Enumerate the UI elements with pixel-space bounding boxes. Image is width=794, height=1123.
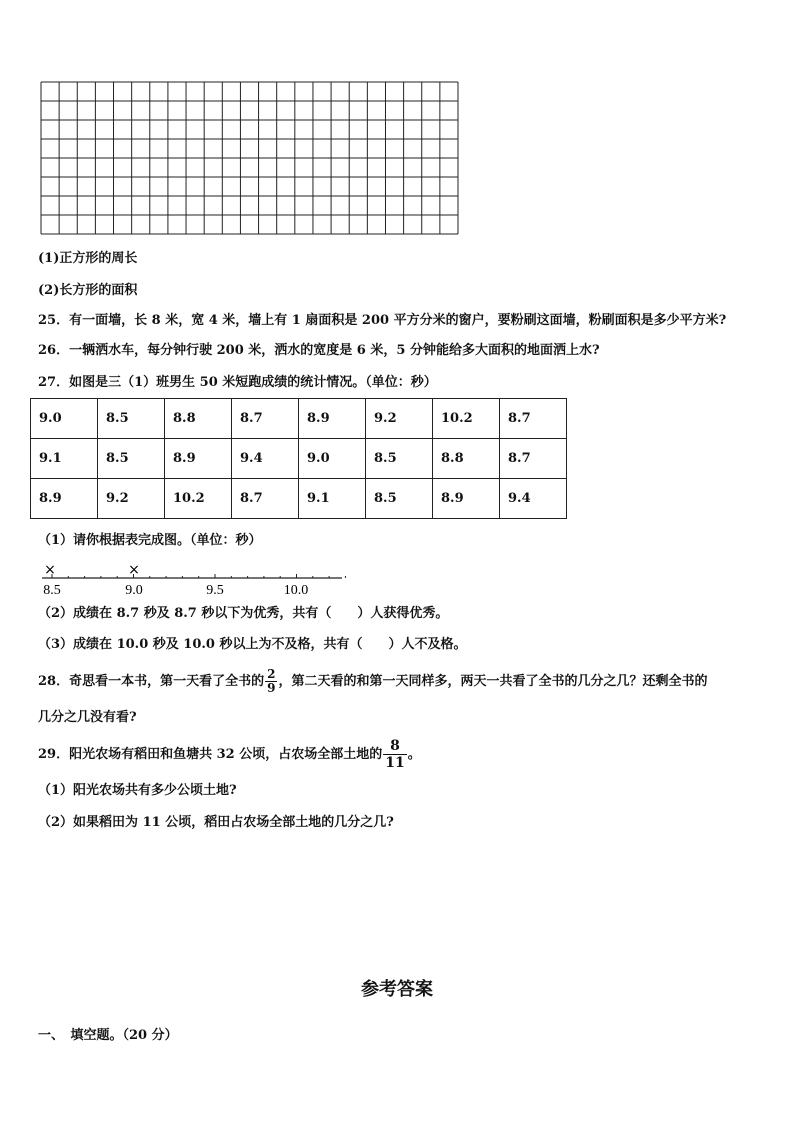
fraction-8-11 — [383, 738, 406, 771]
table-cell: 9.4 — [232, 439, 299, 479]
table-cell: 9.0 — [299, 439, 366, 479]
table-cell: 10.2 — [165, 479, 232, 519]
table-cell: 9.2 — [98, 479, 165, 519]
fraction-2-9 — [265, 668, 277, 695]
table-cell: 10.2 — [433, 399, 500, 439]
table-cell: 8.9 — [299, 399, 366, 439]
q27-sub2: （2）成绩在 8.7 秒及 8.7 秒以下为优秀，共有（ ）人获得优秀。 — [38, 606, 449, 621]
table-cell: 9.0 — [31, 399, 98, 439]
mark-x-9-0: × — [128, 563, 140, 578]
q27-sub3: （3）成绩在 10.0 秒及 10.0 秒以上为不及格，共有（ ）人不及格。 — [38, 637, 467, 652]
question-28 — [38, 667, 707, 697]
table-cell: 9.2 — [366, 399, 433, 439]
table-row — [31, 439, 567, 479]
table-cell: 8.9 — [31, 479, 98, 519]
table-cell: 8.5 — [98, 439, 165, 479]
q24-sub1: (1)正方形的周长 — [38, 251, 138, 266]
table-cell: 8.7 — [232, 399, 299, 439]
table-cell: 8.5 — [366, 479, 433, 519]
table-cell: 9.1 — [299, 479, 366, 519]
fraction-numerator: 8 — [383, 738, 406, 755]
q29-part1: 29．阳光农场有稻田和鱼塘共 32 公顷，占农场全部土地的 — [38, 747, 383, 762]
table-row — [31, 399, 567, 439]
answers-section-1: 一、 填空题。（20 分） — [38, 1028, 178, 1043]
answers-title: 参考答案 — [361, 979, 433, 1000]
table-cell: 8.8 — [165, 399, 232, 439]
label-10-0: 10.0 — [283, 583, 309, 598]
question-25: 25．有一面墙，长 8 米，宽 4 米，墙上有 1 扇面积是 200 平方分米的窗户，要粉刷这面墙，粉刷面积是多少平方米? — [38, 313, 727, 328]
table-row — [31, 479, 567, 519]
q27-sub1: （1）请你根据表完成图。（单位：秒） — [38, 533, 262, 548]
question-27-title: 27．如图是三（1）班男生 50 米短跑成绩的统计情况。（单位：秒） — [38, 375, 437, 390]
label-8-5: 8.5 — [43, 583, 61, 598]
table-cell: 8.7 — [500, 439, 567, 479]
table-cell: 9.4 — [500, 479, 567, 519]
q28-part1: 28．奇思看一本书，第一天看了全书的 — [38, 674, 265, 689]
q24-sub2: (2)长方形的面积 — [38, 283, 138, 298]
mark-x-8-5: × — [44, 563, 56, 578]
label-9-5: 9.5 — [206, 583, 224, 598]
question-26: 26．一辆洒水车，每分钟行驶 200 米，洒水的宽度是 6 米，5 分钟能给多大面积的地面洒上水? — [38, 343, 600, 358]
q29-part2: 。 — [407, 747, 421, 762]
table-cell: 8.5 — [366, 439, 433, 479]
table-cell: 8.9 — [165, 439, 232, 479]
fraction-numerator: 2 — [267, 667, 276, 681]
q29-sub2: （2）如果稻田为 11 公顷，稻田占农场全部土地的几分之几? — [38, 815, 394, 830]
q28-line2: 几分之几没有看? — [38, 710, 137, 725]
fraction-denominator: 9 — [267, 681, 276, 695]
table-cell: 8.8 — [433, 439, 500, 479]
q29-sub1: （1）阳光农场共有多少公顷土地? — [38, 783, 237, 798]
table-cell: 8.9 — [433, 479, 500, 519]
fraction-denominator: 11 — [385, 755, 405, 771]
table-cell: 8.5 — [98, 399, 165, 439]
table-cell: 8.7 — [232, 479, 299, 519]
table-cell: 9.1 — [31, 439, 98, 479]
q28-part2: ，第二天看的和第一天同样多，两天一共看了全书的几分之几？还剩全书的 — [278, 674, 708, 689]
scores-table — [30, 398, 567, 519]
label-9-0: 9.0 — [125, 583, 143, 598]
question-29 — [38, 738, 421, 772]
number-line — [40, 563, 350, 599]
square-grid — [40, 81, 460, 236]
table-cell: 8.7 — [500, 399, 567, 439]
